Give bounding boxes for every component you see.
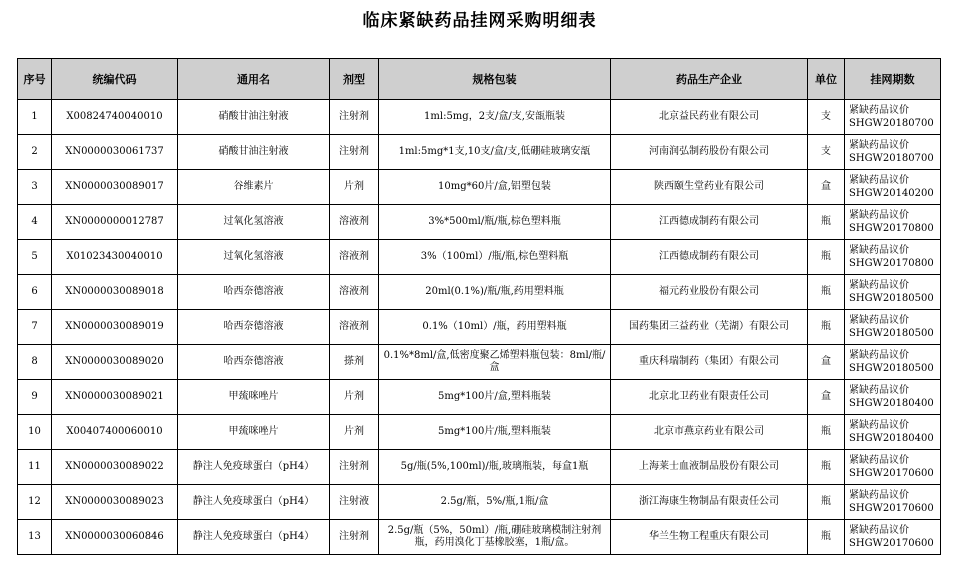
cell-unit: 瓶 — [808, 520, 845, 555]
cell-maker: 河南润弘制药股份有限公司 — [611, 135, 808, 170]
cell-code: XN0000030089022 — [52, 450, 178, 485]
cell-name: 静注人免疫球蛋白（pH4） — [178, 520, 330, 555]
cell-unit: 瓶 — [808, 205, 845, 240]
cell-period — [845, 450, 941, 485]
period-label: 紧缺药品议价 — [849, 420, 909, 431]
cell-spec: 2.5g/瓶，5%/瓶,1瓶/盒 — [379, 485, 611, 520]
period-code: SHGW20180500 — [849, 328, 934, 339]
cell-form: 注射剂 — [330, 135, 379, 170]
cell-form: 注射剂 — [330, 450, 379, 485]
cell-index: 6 — [18, 275, 52, 310]
cell-spec: 2.5g/瓶（5%，50ml）/瓶,硼硅玻璃模制注射剂瓶，药用溴化丁基橡胶塞，1瓶/盒。 — [379, 520, 611, 555]
header-period: 挂网期数 — [845, 59, 941, 100]
cell-maker: 上海莱士血液制品股份有限公司 — [611, 450, 808, 485]
period-code: SHGW20180500 — [849, 363, 934, 374]
table-row — [18, 485, 941, 520]
cell-name: 甲巯咪唑片 — [178, 380, 330, 415]
cell-unit: 瓶 — [808, 485, 845, 520]
period-label: 紧缺药品议价 — [849, 245, 909, 256]
cell-code: XN0000030089019 — [52, 310, 178, 345]
cell-form: 片剂 — [330, 380, 379, 415]
period-label: 紧缺药品议价 — [849, 455, 909, 466]
cell-maker: 北京北卫药业有限责任公司 — [611, 380, 808, 415]
table-row — [18, 170, 941, 205]
cell-spec: 5mg*100片/瓶,塑料瓶装 — [379, 415, 611, 450]
cell-unit: 瓶 — [808, 415, 845, 450]
period-label: 紧缺药品议价 — [849, 140, 909, 151]
cell-maker: 北京市燕京药业有限公司 — [611, 415, 808, 450]
cell-spec: 0.1%（10ml）/瓶，药用塑料瓶 — [379, 310, 611, 345]
cell-maker: 重庆科瑞制药（集团）有限公司 — [611, 345, 808, 380]
period-code: SHGW20170600 — [849, 503, 934, 514]
cell-maker: 华兰生物工程重庆有限公司 — [611, 520, 808, 555]
cell-spec: 3%（100ml）/瓶/瓶,棕色塑料瓶 — [379, 240, 611, 275]
period-code: SHGW20170800 — [849, 258, 934, 269]
table-header-row — [18, 59, 941, 100]
cell-code: X00407400060010 — [52, 415, 178, 450]
header-code: 统编代码 — [52, 59, 178, 100]
cell-code: X00824740040010 — [52, 100, 178, 135]
cell-code: X01023430040010 — [52, 240, 178, 275]
cell-period — [845, 345, 941, 380]
cell-form: 溶液剂 — [330, 240, 379, 275]
cell-code: XN0000030089018 — [52, 275, 178, 310]
cell-spec: 3%*500ml/瓶/瓶,棕色塑料瓶 — [379, 205, 611, 240]
cell-unit: 盒 — [808, 345, 845, 380]
header-spec: 规格包装 — [379, 59, 611, 100]
cell-index: 8 — [18, 345, 52, 380]
cell-code: XN0000030061737 — [52, 135, 178, 170]
table-row — [18, 345, 941, 380]
header-form: 剂型 — [330, 59, 379, 100]
cell-form: 片剂 — [330, 170, 379, 205]
cell-period — [845, 170, 941, 205]
header-index: 序号 — [18, 59, 52, 100]
cell-unit: 瓶 — [808, 240, 845, 275]
drug-table — [17, 58, 941, 555]
cell-name: 硝酸甘油注射液 — [178, 135, 330, 170]
table-row — [18, 380, 941, 415]
cell-form: 搽剂 — [330, 345, 379, 380]
cell-spec: 5g/瓶(5%,100ml)/瓶,玻璃瓶装，每盒1瓶 — [379, 450, 611, 485]
period-label: 紧缺药品议价 — [849, 350, 909, 361]
cell-period — [845, 380, 941, 415]
period-code: SHGW20180500 — [849, 293, 934, 304]
header-name: 通用名 — [178, 59, 330, 100]
period-code: SHGW20170800 — [849, 223, 934, 234]
cell-period — [845, 275, 941, 310]
cell-form: 片剂 — [330, 415, 379, 450]
period-label: 紧缺药品议价 — [849, 280, 909, 291]
cell-index: 9 — [18, 380, 52, 415]
cell-form: 溶液剂 — [330, 310, 379, 345]
table-row — [18, 415, 941, 450]
table-row — [18, 520, 941, 555]
table-row — [18, 450, 941, 485]
cell-spec: 10mg*60片/盒,铝塑包装 — [379, 170, 611, 205]
cell-spec: 1ml:5mg，2支/盒/支,安瓿瓶装 — [379, 100, 611, 135]
cell-name: 硝酸甘油注射液 — [178, 100, 330, 135]
cell-form: 注射液 — [330, 485, 379, 520]
cell-unit: 瓶 — [808, 275, 845, 310]
cell-form: 注射剂 — [330, 100, 379, 135]
cell-name: 过氧化氢溶液 — [178, 205, 330, 240]
cell-code: XN0000000012787 — [52, 205, 178, 240]
cell-index: 1 — [18, 100, 52, 135]
table-row — [18, 240, 941, 275]
cell-spec: 1ml:5mg*1支,10支/盒/支,低硼硅玻璃安瓿 — [379, 135, 611, 170]
period-code: SHGW20180700 — [849, 118, 934, 129]
table-row — [18, 100, 941, 135]
period-label: 紧缺药品议价 — [849, 315, 909, 326]
period-label: 紧缺药品议价 — [849, 105, 909, 116]
cell-period — [845, 485, 941, 520]
cell-index: 4 — [18, 205, 52, 240]
cell-name: 哈西奈德溶液 — [178, 345, 330, 380]
cell-index: 5 — [18, 240, 52, 275]
cell-unit: 瓶 — [808, 310, 845, 345]
cell-period — [845, 520, 941, 555]
cell-period — [845, 100, 941, 135]
cell-maker: 国药集团三益药业（芜湖）有限公司 — [611, 310, 808, 345]
header-unit: 单位 — [808, 59, 845, 100]
period-code: SHGW20180400 — [849, 398, 934, 409]
cell-index: 12 — [18, 485, 52, 520]
cell-period — [845, 205, 941, 240]
cell-code: XN0000030089021 — [52, 380, 178, 415]
period-label: 紧缺药品议价 — [849, 525, 909, 536]
cell-name: 过氧化氢溶液 — [178, 240, 330, 275]
cell-period — [845, 240, 941, 275]
table-row — [18, 310, 941, 345]
cell-period — [845, 415, 941, 450]
cell-name: 谷维素片 — [178, 170, 330, 205]
cell-form: 溶液剂 — [330, 205, 379, 240]
header-maker: 药品生产企业 — [611, 59, 808, 100]
cell-name: 哈西奈德溶液 — [178, 275, 330, 310]
cell-maker: 江西德成制药有限公司 — [611, 205, 808, 240]
cell-index: 11 — [18, 450, 52, 485]
period-label: 紧缺药品议价 — [849, 210, 909, 221]
period-label: 紧缺药品议价 — [849, 490, 909, 501]
period-label: 紧缺药品议价 — [849, 385, 909, 396]
cell-spec: 5mg*100片/盒,塑料瓶装 — [379, 380, 611, 415]
period-code: SHGW20180400 — [849, 433, 934, 444]
cell-name: 哈西奈德溶液 — [178, 310, 330, 345]
page-title: 临床紧缺药品挂网采购明细表 — [362, 11, 597, 31]
cell-maker: 浙江海康生物制品有限责任公司 — [611, 485, 808, 520]
cell-index: 13 — [18, 520, 52, 555]
cell-unit: 支 — [808, 100, 845, 135]
cell-code: XN0000030060846 — [52, 520, 178, 555]
cell-unit: 盒 — [808, 170, 845, 205]
cell-name: 甲巯咪唑片 — [178, 415, 330, 450]
cell-form: 注射剂 — [330, 520, 379, 555]
cell-index: 7 — [18, 310, 52, 345]
cell-spec: 20ml(0.1%)/瓶/瓶,药用塑料瓶 — [379, 275, 611, 310]
table-row — [18, 205, 941, 240]
cell-maker: 陕西颐生堂药业有限公司 — [611, 170, 808, 205]
cell-code: XN0000030089023 — [52, 485, 178, 520]
cell-code: XN0000030089017 — [52, 170, 178, 205]
cell-index: 10 — [18, 415, 52, 450]
period-code: SHGW20170600 — [849, 538, 934, 549]
cell-index: 2 — [18, 135, 52, 170]
cell-maker: 北京益民药业有限公司 — [611, 100, 808, 135]
period-label: 紧缺药品议价 — [849, 175, 909, 186]
table-row — [18, 275, 941, 310]
table-row — [18, 135, 941, 170]
cell-spec: 0.1%*8ml/盒,低密度聚乙烯塑料瓶包装：8ml/瓶/盒 — [379, 345, 611, 380]
period-code: SHGW20180700 — [849, 153, 934, 164]
cell-name: 静注人免疫球蛋白（pH4） — [178, 485, 330, 520]
cell-unit: 支 — [808, 135, 845, 170]
cell-index: 3 — [18, 170, 52, 205]
cell-name: 静注人免疫球蛋白（pH4） — [178, 450, 330, 485]
cell-unit: 盒 — [808, 380, 845, 415]
cell-maker: 福元药业股份有限公司 — [611, 275, 808, 310]
cell-code: XN0000030089020 — [52, 345, 178, 380]
cell-form: 溶液剂 — [330, 275, 379, 310]
cell-period — [845, 135, 941, 170]
period-code: SHGW20140200 — [849, 188, 934, 199]
period-code: SHGW20170600 — [849, 468, 934, 479]
cell-period — [845, 310, 941, 345]
cell-unit: 瓶 — [808, 450, 845, 485]
cell-maker: 江西德成制药有限公司 — [611, 240, 808, 275]
